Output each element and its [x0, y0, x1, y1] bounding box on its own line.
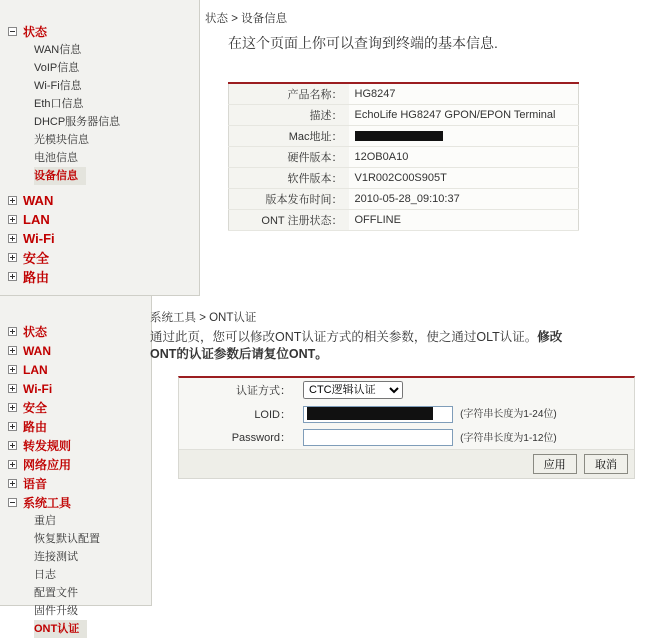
minus-icon[interactable] [8, 27, 17, 36]
table-row [229, 83, 579, 105]
sidebar-item-firmware-upgrade[interactable]: 固件升级 [34, 605, 78, 617]
plus-icon[interactable] [8, 365, 17, 374]
loid-label: LOID： [254, 408, 291, 421]
auth-method-select[interactable] [303, 381, 403, 399]
sidebar-group-system-tools[interactable]: 系统工具 [0, 493, 151, 512]
sidebar-group-wan[interactable]: WAN [0, 191, 199, 210]
breadcrumb-top: 状态 > 设备信息 [205, 13, 288, 25]
sidebar-group-network-apps[interactable]: 网络应用 [0, 455, 151, 474]
sidebar-group-wifi[interactable]: Wi-Fi [0, 379, 151, 398]
row-key: 描述： [229, 105, 349, 126]
page-headline-bottom [150, 329, 630, 363]
ont-auth-form [178, 376, 635, 479]
loid-cell [297, 402, 634, 426]
sidebar-group-lan[interactable]: LAN [0, 210, 199, 229]
sidebar-item-optical-info[interactable]: 光模块信息 [34, 134, 89, 146]
form-row-auth-method [179, 378, 634, 402]
plus-icon[interactable] [8, 479, 17, 488]
row-value: V1R002C00S905T [349, 168, 579, 189]
sidebar-group-voice[interactable]: 语音 [0, 474, 151, 493]
sidebar-group-security[interactable]: 安全 [0, 398, 151, 417]
plus-icon[interactable] [8, 196, 17, 205]
row-key: 硬件版本： [229, 147, 349, 168]
sidebar-group-route[interactable]: 路由 [0, 267, 199, 286]
sidebar-item-device-info[interactable]: 设备信息 [34, 167, 86, 185]
table-row [229, 147, 579, 168]
apply-button[interactable]: 应用 [533, 454, 577, 474]
row-key: 产品名称： [229, 83, 349, 105]
plus-icon[interactable] [8, 422, 17, 431]
form-button-row [179, 449, 634, 478]
sidebar-group-lan[interactable]: LAN [0, 360, 151, 379]
plus-icon[interactable] [8, 460, 17, 469]
plus-icon[interactable] [8, 441, 17, 450]
device-info-table [228, 82, 579, 231]
system-tools-ont-auth-panel [0, 296, 652, 635]
row-key: 软件版本： [229, 168, 349, 189]
form-row-loid [179, 402, 634, 426]
plus-icon[interactable] [8, 234, 17, 243]
plus-icon[interactable] [8, 403, 17, 412]
row-value: 12OB0A10 [349, 147, 579, 168]
table-row [229, 168, 579, 189]
plus-icon[interactable] [8, 215, 17, 224]
table-row [229, 189, 579, 210]
row-value: OFFLINE [349, 210, 579, 231]
status-device-info-panel [0, 0, 652, 296]
sidebar-item-voip-info[interactable]: VoIP信息 [34, 62, 80, 74]
plus-icon[interactable] [8, 253, 17, 262]
sidebar-group-wifi[interactable]: Wi-Fi [0, 229, 199, 248]
auth-method-label: 认证方式： [236, 385, 291, 397]
row-value: HG8247 [349, 83, 579, 105]
sidebar-group-forward-rules[interactable]: 转发规则 [0, 436, 151, 455]
sidebar-item-ont-auth[interactable]: ONT认证 [34, 620, 87, 638]
sidebar-item-wan-info[interactable]: WAN信息 [34, 44, 82, 56]
sidebar-group-status[interactable]: 状态 [0, 22, 199, 41]
sidebar-item-eth-info[interactable]: Eth口信息 [34, 98, 84, 110]
headline-line2: ONT的认证参数后请复位ONT。 [150, 347, 328, 361]
sidebar-group-security[interactable]: 安全 [0, 248, 199, 267]
sidebar-system-tools [0, 296, 152, 635]
password-hint: (字符串长度为1-12位) [460, 432, 557, 444]
sidebar-item-log[interactable]: 日志 [34, 569, 56, 581]
sidebar-item-dhcp-info[interactable]: DHCP服务器信息 [34, 116, 121, 128]
sidebar-item-wifi-info[interactable]: Wi-Fi信息 [34, 80, 82, 92]
sidebar-status [0, 0, 200, 296]
password-input[interactable] [303, 429, 453, 446]
sidebar-item-reboot[interactable]: 重启 [34, 515, 56, 527]
plus-icon[interactable] [8, 272, 17, 281]
auth-method-cell [297, 378, 634, 402]
sidebar-group-status[interactable]: 状态 [0, 322, 151, 341]
sidebar-group-route[interactable]: 路由 [0, 417, 151, 436]
sidebar-item-restore-default[interactable]: 恢复默认配置 [34, 533, 100, 545]
password-label: Password： [231, 432, 291, 445]
device-info-table-wrap [228, 82, 579, 231]
redaction-bar [355, 131, 443, 141]
password-cell [297, 426, 634, 450]
page-headline-top: 在这个页面上你可以查询到终端的基本信息. [228, 35, 498, 51]
row-value: EchoLife HG8247 GPON/EPON Terminal [349, 105, 579, 126]
plus-icon[interactable] [8, 384, 17, 393]
redaction-bar [307, 407, 433, 420]
form-row-password [179, 426, 634, 450]
plus-icon[interactable] [8, 327, 17, 336]
row-value: 2010-05-28_09:10:37 [349, 189, 579, 210]
table-row [229, 105, 579, 126]
plus-icon[interactable] [8, 346, 17, 355]
sidebar-item-battery-info[interactable]: 电池信息 [34, 152, 78, 164]
row-value-redacted [349, 126, 579, 147]
table-row [229, 126, 579, 147]
row-key: Mac地址： [229, 126, 349, 147]
loid-hint: (字符串长度为1-24位) [460, 409, 557, 420]
minus-icon[interactable] [8, 498, 17, 507]
sidebar-item-connection-test[interactable]: 连接测试 [34, 551, 78, 563]
ont-auth-fields [179, 378, 634, 449]
row-key: 版本发布时间： [229, 189, 349, 210]
cancel-button[interactable]: 取消 [584, 454, 628, 474]
headline-line1: 通过此页，您可以修改ONT认证方式的相关参数，使之通过OLT认证。 [150, 330, 538, 344]
row-key: ONT 注册状态： [229, 210, 349, 231]
headline-line1-tail: 修改 [537, 330, 563, 344]
sidebar-item-config-file[interactable]: 配置文件 [34, 587, 78, 599]
sidebar-group-wan[interactable]: WAN [0, 341, 151, 360]
breadcrumb-bottom: 系统工具 > ONT认证 [150, 312, 257, 324]
table-row [229, 210, 579, 231]
